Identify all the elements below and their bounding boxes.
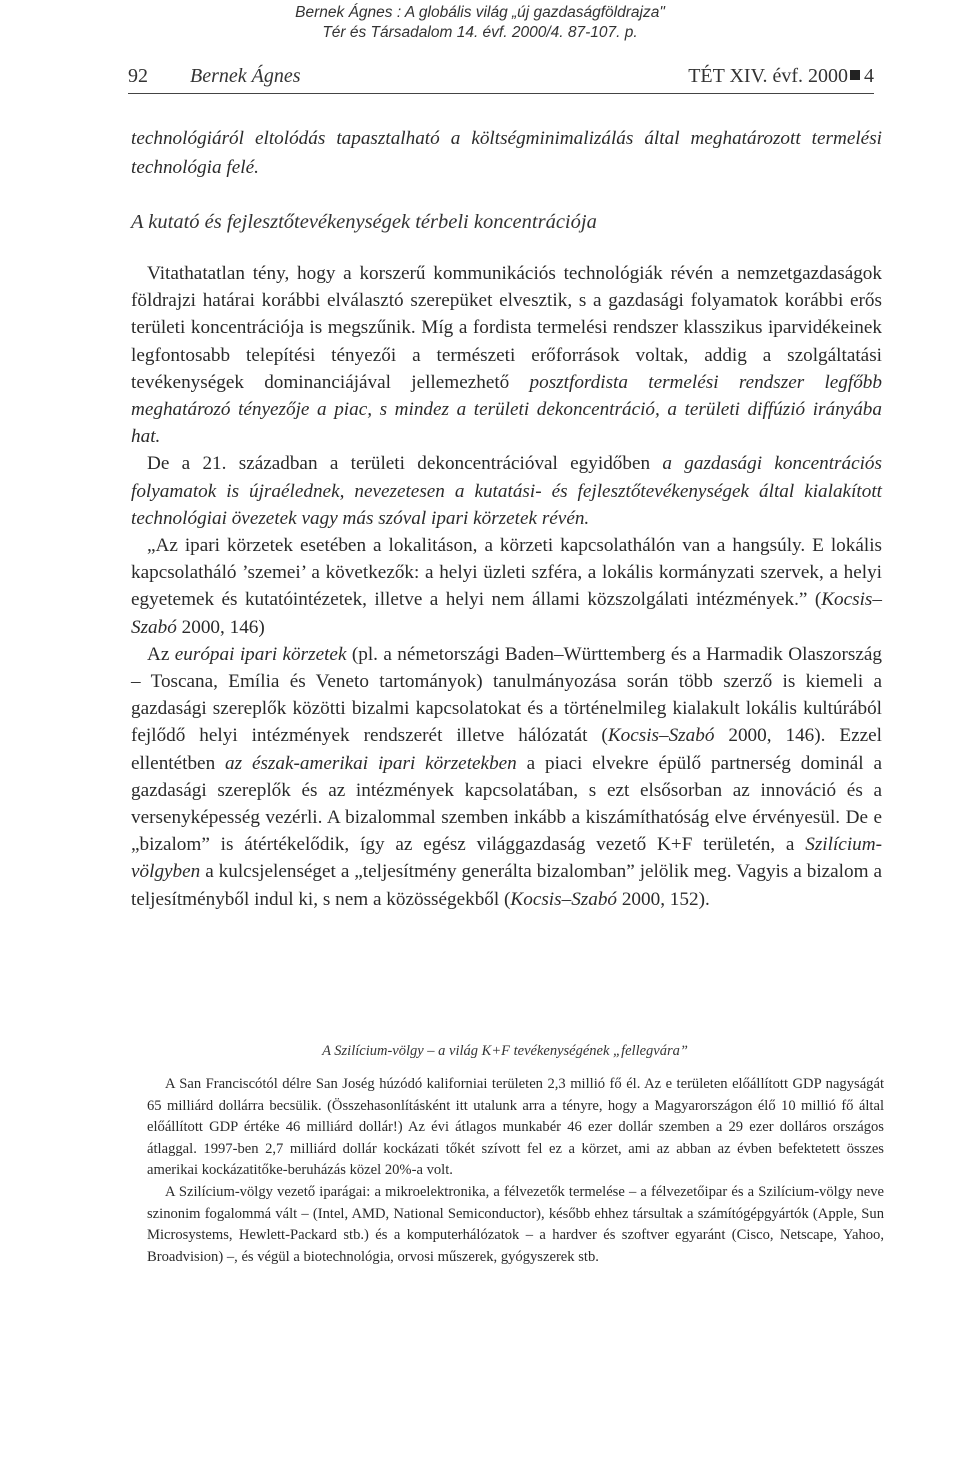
source-line-1: Bernek Ágnes : A globális világ „új gazdaságföldrajza"	[295, 4, 665, 21]
paragraph-2-text: De a 21. században a területi dekoncentrációval egyidőben	[147, 453, 663, 475]
header-author: Bernek Ágnes	[190, 65, 301, 87]
page-number: 92	[128, 65, 148, 87]
paragraph-3-citation-year: 2000, 146)	[176, 616, 265, 638]
paragraph-4-emphasis-3: Szilícium-völgyben	[131, 834, 882, 883]
paragraph-4-text-6: 2000, 152).	[617, 888, 710, 910]
box-paragraph-2: A Szilícium-völgy vezető iparágai: a mikroelektronika, a félvezetők termelése – a félvezetőipar és a Szilícium-völgy neve szinonim fogalommá vált – (Intel, AMD, National Semiconductor), később ehhez társultak a számítógépgyártók (Apple, Sun Microsystems, Hewlett-Packard stb.) és a komputerhálózatok – a hardver és szoftver egyaránt (Cisco, Netscape, Yahoo, Broadvision) –, és végül a biotechnológia, orvosi műszerek, gyógyszerek stb.	[147, 1183, 884, 1265]
continuation-text	[131, 124, 882, 182]
journal-prefix: TÉT XIV. évf. 2000	[688, 65, 848, 87]
source-line-2: Tér és Társadalom 14. évf. 2000/4. 87-107. p.	[322, 24, 638, 41]
paragraph-2	[131, 450, 882, 532]
box-body	[147, 1074, 884, 1268]
paragraph-2-emphasis: a gazdasági koncentrációs folyamatok is újraélednek, nevezetesen a kutatási- és fejlesztőtevékenységek által kialakított technológiai övezetek vagy más szóval ipari körzetek révén.	[131, 453, 882, 529]
paragraph-1	[131, 260, 882, 450]
paragraph-4-text-3: 2000, 146). Ezzel ellentétben	[131, 725, 882, 774]
section-title: A kutató és fejlesztőtevékenységek térbeli koncentrációja	[131, 211, 597, 233]
paragraph-4-text-4: a piaci elvekre épülő partnerség dominál a gazdasági szereplők és az intézmények kapcsolatában, s ezt elsősorban az innováció és a versenyképesség vezérli. A bizalommal szemben inkább a kiszámíthatóság elve érvényesül. De e „bizalom” is átértékelődik, így az egész világgazdaság vezető K+F területén, a	[131, 752, 882, 856]
header-journal	[688, 64, 874, 88]
source-citation	[0, 3, 960, 43]
paragraph-4-text-5: a kulcsjelenséget a „teljesítmény generálta bizalomban” jelölik meg. Vagyis a bizalom a teljesítményből indul ki, s nem a közösségekből (	[131, 861, 882, 910]
paragraph-4-citation-1: Kocsis–Szabó	[607, 725, 715, 747]
paragraph-4-citation-2: Kocsis–Szabó	[510, 888, 618, 910]
journal-issue: 4	[864, 65, 874, 87]
paragraph-1-text: Vitathatatlan tény, hogy a korszerű kommunikációs technológiák révén a nemzetgazdaságok földrajzi határai korábbi elválasztó szerepüket elvesztik, s a gazdasági folyamatok korábbi erős területi koncentrációja is megszűnik. Míg a fordista termelési rendszer klasszikus iparvidékeinek legfontosabb telepítési tényezői a természeti erőforrások voltak, addig a szolgáltatási tevékenységek dominanciájával jellemezhető	[131, 263, 882, 393]
box-paragraph-1: A San Franciscótól délre San Joség húzódó kaliforniai területen 2,3 millió fő él. Az e területen előállított GDP nagyságát 65 milliárd dollárra becsülik. (Összehasonlításként itt utalunk arra a tényre, hogy a Magyarországon élő 10 millió fő által előállított GDP értéke 46 milliárd dollár!) Az évi átlagos munkabér 46 ezer dollár szemben a 29 ezer dolláros országos átlaggal. 1997-ben 2,7 milliárd dollár kockázati tőkét szívott fel ez a körzet, ami az abban az évben befektetett összes amerikai kockázatitőke-beruházás közel 20%-a volt.	[147, 1076, 884, 1179]
paragraph-3	[131, 532, 882, 641]
paragraph-3-citation: Kocsis–Szabó	[131, 589, 882, 638]
square-bullet-icon	[850, 70, 860, 80]
paragraph-4-emphasis-2: az észak-amerikai ipari körzetekben	[225, 752, 517, 774]
paragraph-4-text-2: (pl. a németországi Baden–Württemberg és a Harmadik Olaszország – Toscana, Emília és Veneto tartományok) tanulmányozása során több szerző is kiemeli a gazdasági szereplők közötti bizalmi kapcsolatokat és a történelmileg kialakult lokális kultúrából fejlődő helyi intézmények rendszerét illetve hálózatát (	[131, 643, 882, 747]
paragraph-1-emphasis: posztfordista termelési rendszer legfőbb meghatározó tényezője a piac, s mindez a területi dekoncentráció, a területi diffúzió irányába hat.	[131, 371, 882, 448]
paragraph-4	[131, 641, 882, 913]
box-title: A Szilícium-völgy – a világ K+F tevékenységének „fellegvára”	[322, 1043, 688, 1059]
header-rule	[128, 93, 874, 94]
paragraph-4-emphasis-1: európai ipari körzetek	[174, 643, 347, 665]
paragraph-4-text-1: Az	[147, 643, 175, 665]
paragraph-3-text: „Az ipari körzetek esetében a lokalitáson, a körzeti kapcsolathálón van a hangsúly. E lokális kapcsolatháló ’szemei’ a következők: a helyi üzleti szféra, a lokális kormányzati szervek, a helyi egyetemek és kutatóintézetek, illetve a helyi nem állami közszolgálati intézmények.” (	[131, 535, 882, 611]
continuation-paragraph: technológiáról eltolódás tapasztalható a költségminimalizálás által meghatározott termelési technológia felé.	[131, 128, 882, 178]
main-body	[131, 260, 882, 913]
